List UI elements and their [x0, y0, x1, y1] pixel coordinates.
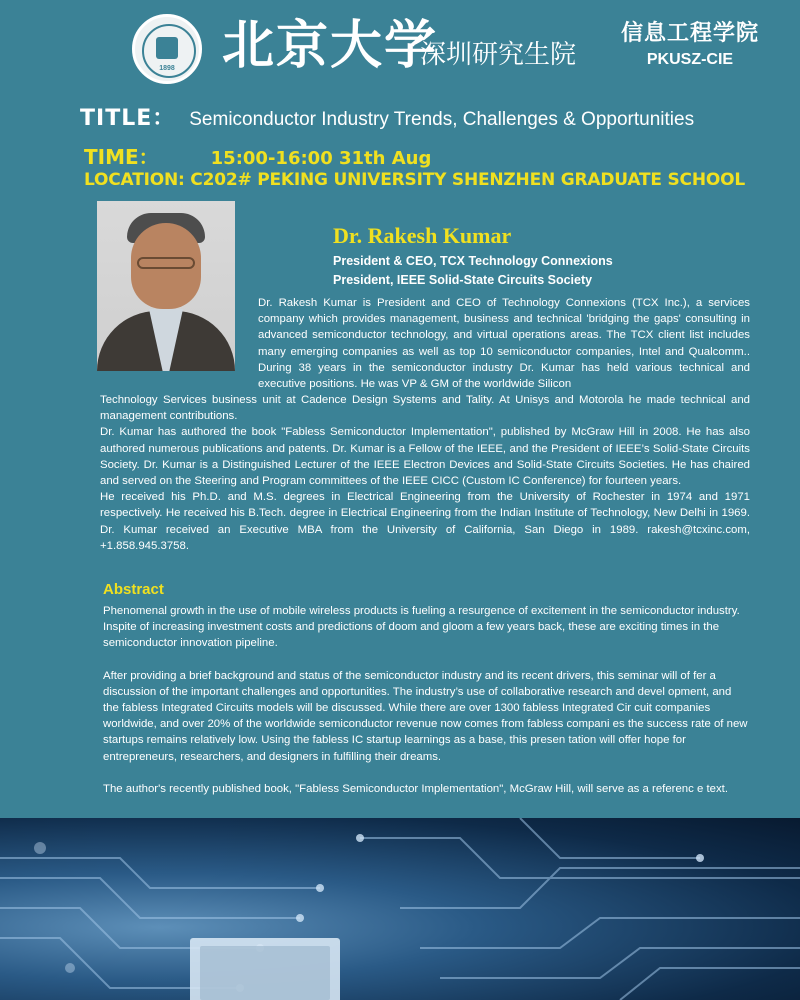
speaker-name: Dr. Rakesh Kumar — [333, 223, 512, 248]
header — [0, 0, 800, 96]
seal-emblem — [156, 37, 178, 59]
speaker-role-1: President & CEO, TCX Technology Connexions — [333, 254, 613, 268]
abstract-body — [103, 603, 748, 813]
location: LOCATION: C202# PEKING UNIVERSITY SHENZHEN GRADUATE SCHOOL — [84, 170, 745, 190]
university-name: 北京大学 — [222, 15, 439, 76]
department-name-en: PKUSZ-CIE — [646, 51, 734, 68]
time-label: TIME： — [84, 145, 159, 169]
department-name-cn: 信息工程学院 — [620, 20, 759, 45]
time-value: 15:00-16:00 31th Aug — [210, 148, 432, 169]
speaker-bio-lead: Dr. Rakesh Kumar is President and CEO of Technology Connexions (TCX Inc.), a services company which provides management, business and technical 'bridging the gaps' consulting in advanced semiconductor technology, and virtual operations areas. The TCX client list includes many emerging companies as well as top 10 semiconductor companies, Intel and Qualcomm.. During 38 years in the semiconductor industry Dr. Kumar has held various technical and executive positions. He was VP & GM of the worldwide Silicon — [258, 297, 750, 391]
seal-year: 1898 — [159, 65, 175, 72]
bio-paragraph-3: He received his Ph.D. and M.S. degrees in Electrical Engineering from the University of Rochester in 1974 and 1971 respectively. He received his B.Tech. degree in Electrical Engineering from the Indian Institute of Technology, New Delhi in 1969. Dr. Kumar received an Executive MBA from the University of California, San Diego in 1989. rakesh@tcxinc.com, +1.858.945.3758. — [100, 491, 750, 552]
bio-continuation: Technology Services business unit at Cadence Design Systems and Tality. At Unisys and Motorola he made technical and management contributions. — [100, 394, 750, 423]
speaker-photo — [97, 201, 235, 371]
abstract-paragraph-1: Phenomenal growth in the use of mobile wireless products is fueling a resurgence of excitement in the semiconductor industry. Inspite of increasing investment costs and predictions of doom and gloom a few years back, these are exciting times in the semiconductor innovation pipeline. — [103, 605, 740, 650]
title-label: TITLE： — [80, 106, 176, 131]
abstract-paragraph-2: After providing a brief background and status of the semiconductor industry and its recent drivers, this seminar will of fer a discussion of the important challenges and opportunities. The industry’s use of collaborative research and devel opment, and the fabless Integrated Circuits models will be discussed. While there are over 1300 fabless Integrated Cir cuit companies worldwide, and over 20% of the worldwide semiconductor revenue now comes from fabless compani es the success rate of new startups remains relatively low. Using the fabless IC startup learnings as a base, this presen tation will offer hope for entrepreneurs, researchers, and designers in fulfilling their dreams. — [103, 669, 748, 763]
title-row — [80, 101, 694, 132]
university-seal-logo — [132, 14, 202, 84]
bio-paragraph-2: Dr. Kumar has authored the book "Fabless Semiconductor Implementation", published by McGraw Hill in 2008. He has also authored numerous publications and patents. Dr. Kumar is a Fellow of the IEEE, and the President of IEEE’s Solid-State Circuits Society. Dr. Kumar is a Distinguished Lecturer of the IEEE Electron Devices and Solid-State Circuits Societies. He has chaired and served on the Steering and Program committees of the IEEE CICC (Custom IC Conference) for fourteen years. — [100, 426, 750, 488]
campus-name: 深圳研究生院 — [420, 39, 577, 69]
abstract-paragraph-3: The author's recently published book, "Fabless Semiconductor Implementation", McGraw Hill, will serve as a referenc e text. — [103, 782, 728, 795]
abstract-heading: Abstract — [103, 581, 164, 598]
speaker-role-2: President, IEEE Solid-State Circuits Society — [333, 273, 593, 287]
circuit-traces — [0, 818, 800, 1000]
speaker-bio-rest — [100, 392, 750, 554]
talk-title: Semiconductor Industry Trends, Challenges & Opportunities — [189, 109, 695, 130]
time-row — [84, 141, 431, 170]
photo-glasses — [137, 257, 195, 269]
circuit-board-image — [0, 818, 800, 1000]
